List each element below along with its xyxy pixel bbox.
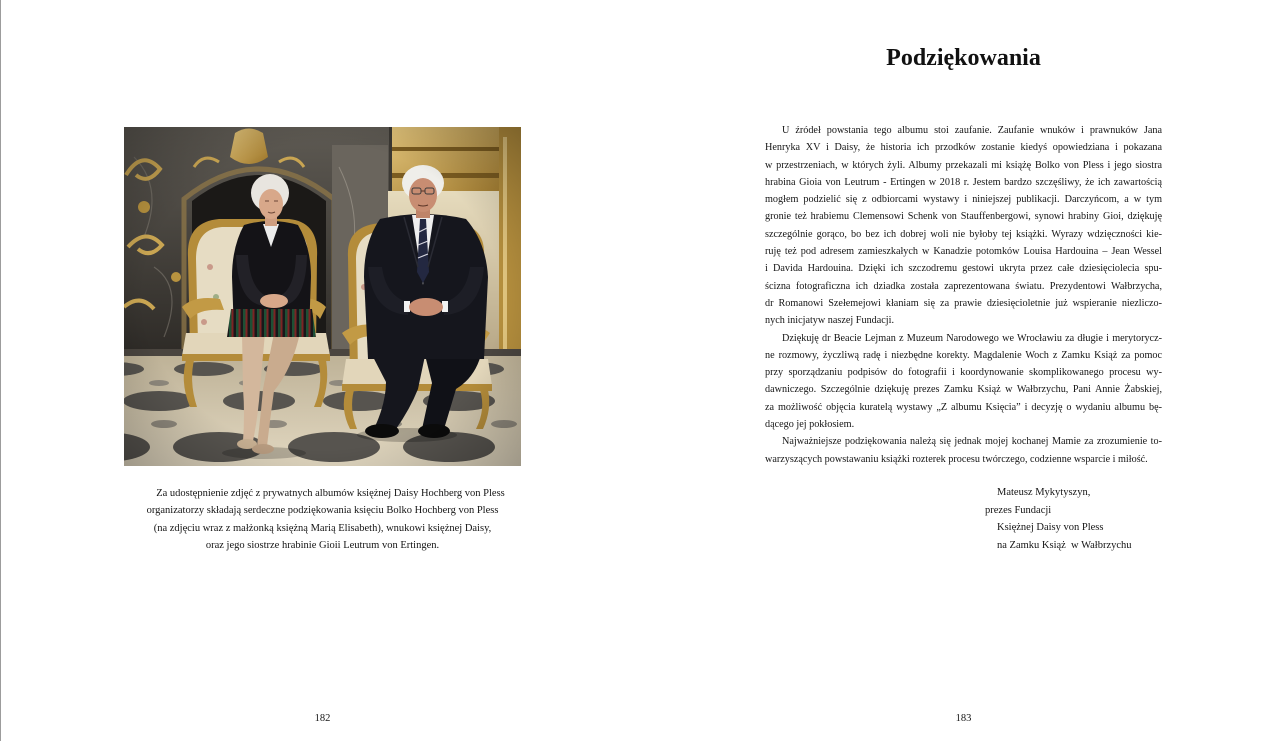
text-line: Najważniejsze podziękowania należą się jednak mojej kochanej Mamie za zrozumienie to- (782, 436, 1162, 448)
page-title: Podziękowania (886, 45, 1041, 71)
text-line: U źródeł powstania tego albumu stoi zaufanie. Zaufanie wnuków i prawnuków Jana (782, 125, 1162, 136)
paragraph-1 (765, 122, 1162, 330)
right-page (640, 0, 1280, 741)
caption-line: oraz jego siostrze hrabinie Gioii Leutrum von Ertingen. (205, 540, 440, 552)
page-number-left: 182 (314, 713, 331, 724)
text-line: hrabina Gioia von Leutrum - Ertingen w 2018 r. Jestem bardzo szczęśliwy, że ich zawartością (765, 176, 1162, 188)
signature-line: Księżnej Daisy von Pless (997, 522, 1104, 534)
signature-block (985, 484, 1132, 555)
text-line: Henryka XV i Daisy, że historia ich przodków zostanie kiedyś opowiedziana i pokazana (765, 142, 1162, 154)
text-line: przy sporządzaniu podpisów do fotografii i koordynowanie skomplikowanego procesu wy- (765, 367, 1162, 379)
text-line: Dziękuję dr Beacie Lejman z Muzeum Narodowego we Wrocławiu za długie i merytorycz- (782, 332, 1162, 344)
photo-caption (124, 485, 521, 555)
signature-line: prezes Fundacji (985, 504, 1052, 516)
text-line: dawniczego. Szczególnie dziękuję prezes Zamku Książ w Wałbrzychu, Pani Annie Żabskiej, (765, 384, 1162, 396)
text-line: szczególnie gorąco, bo bez ich dobrej woli nie byłoby tej książki. Wyrazy wdzięczności kie- (765, 228, 1162, 240)
paragraph-2 (765, 330, 1162, 434)
text-line: mogłem podzielić się z odbiorcami wystawy i niniejszej publikacji. Darczyńcom, a w tym (765, 194, 1162, 206)
text-line: dr Romanowi Szełemejowi kłaniam się za prawie dziesięcioletnie już wspieranie niezliczo- (765, 297, 1162, 309)
text-line: ścizna fotograficzna ich dziadka została zaprezentowana światu. Prezydentowi Wałbrzycha, (765, 280, 1162, 292)
text-line: ne rozmowy, życzliwą radę i niezbędne korekty. Magdalenie Woch z Zamku Książ za pomoc (765, 349, 1162, 361)
text-line: gronie też hrabiemu Clemensowi Schenk von Stauffenbergowi, synowi hrabiny Gioi, dziękuję (765, 211, 1162, 223)
text-line: dącego jej pokłosiem. (765, 419, 855, 431)
photo-vignette (124, 127, 521, 466)
page-number-right: 183 (955, 713, 972, 724)
text-line: za możliwość objęcia kuratelą wystawy „Z albumu Księcia” i decyzję o wydaniu albumu bę- (765, 401, 1162, 413)
text-line: nych inicjatyw naszej Fundacji. (765, 315, 895, 327)
caption-line: organizatorzy składają serdeczne podziękowania księciu Bolko Hochberg von Pless (146, 505, 499, 517)
couple-photo (124, 127, 521, 466)
text-line: warzyszących powstawaniu książki rozterek procesu twórczego, codzienne wsparcie i miłość. (765, 453, 1148, 465)
text-line: ruję też pod adresem zamieszkałych w Kanadzie potomków Louisa Hardouina – Jean Wessel (765, 246, 1162, 258)
text-line: w przestrzeniach, w których żyli. Albumy przekazali mi książę Bolko von Pless i jego siostra (765, 159, 1162, 171)
paragraph-3 (765, 433, 1162, 468)
caption-line: Za udostępnienie zdjęć z prywatnych albumów księżnej Daisy Hochberg von Pless (156, 488, 505, 499)
body-text (765, 122, 1162, 468)
signature-line: na Zamku Książ w Wałbrzychu (997, 540, 1132, 552)
signature-line: Mateusz Mykytyszyn, (997, 487, 1091, 498)
text-line: i Davida Hardouina. Dzięki ich szczodremu gestowi ukryta przez całe dziesięciolecia spu- (765, 263, 1162, 275)
caption-line: (na zdjęciu wraz z małżonką księżną Marią Elisabeth), wnukowi księżnej Daisy, (153, 522, 492, 534)
